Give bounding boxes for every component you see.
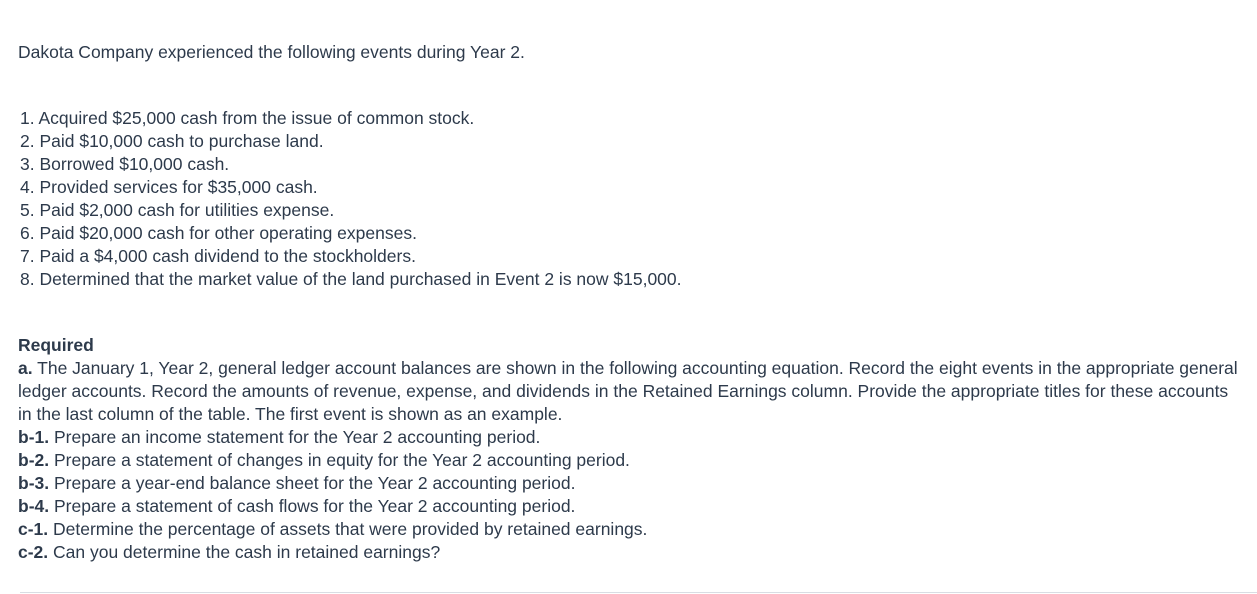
required-section (18, 334, 1238, 564)
event-item-8: 8. Determined that the market value of the land purchased in Event 2 is now $15,000. (20, 269, 682, 289)
requirement-c1 (18, 518, 1238, 541)
requirement-text: Prepare a statement of cash flows for the Year 2 accounting period. (49, 496, 576, 516)
event-item-5: 5. Paid $2,000 cash for utilities expense. (20, 200, 335, 220)
event-item-3: 3. Borrowed $10,000 cash. (20, 154, 230, 174)
requirement-text: Determine the percentage of assets that were provided by retained earnings. (48, 519, 648, 539)
requirement-b2 (18, 449, 1238, 472)
events-list (20, 107, 682, 291)
event-item-6: 6. Paid $20,000 cash for other operating expenses. (20, 223, 417, 243)
requirement-label: b-2. (18, 450, 50, 470)
requirement-c2 (18, 541, 1238, 564)
event-item-7: 7. Paid a $4,000 cash dividend to the stockholders. (20, 246, 416, 266)
event-item-1: 1. Acquired $25,000 cash from the issue of common stock. (20, 108, 475, 128)
required-heading: Required (18, 335, 94, 355)
requirement-label: b-3. (18, 473, 50, 493)
requirement-label: b-4. (18, 496, 50, 516)
requirement-text: The January 1, Year 2, general ledger account balances are shown in the following accounting equation. Record the eight events in the appropriate general ledger accounts. Record the amounts of revenue, expense, and dividends in the Retained Earnings column. Provide the appropriate titles for these accounts in the last column of the table. The first event is shown as an example. (18, 358, 1238, 424)
event-item-4: 4. Provided services for $35,000 cash. (20, 177, 318, 197)
requirement-label: c-1. (18, 519, 49, 539)
requirement-b4 (18, 495, 1238, 518)
requirement-label: a. (18, 358, 33, 378)
bottom-divider (20, 592, 1257, 593)
requirement-label: b-1. (18, 427, 50, 447)
requirement-b1 (18, 426, 1238, 449)
requirement-text: Prepare an income statement for the Year 2 accounting period. (49, 427, 541, 447)
requirement-text: Prepare a statement of changes in equity for the Year 2 accounting period. (49, 450, 630, 470)
intro-text: Dakota Company experienced the following events during Year 2. (18, 42, 525, 62)
requirement-text: Can you determine the cash in retained earnings? (48, 542, 441, 562)
requirement-text: Prepare a year-end balance sheet for the Year 2 accounting period. (49, 473, 576, 493)
requirement-b3 (18, 472, 1238, 495)
event-item-2: 2. Paid $10,000 cash to purchase land. (20, 131, 324, 151)
requirement-label: c-2. (18, 542, 49, 562)
requirement-a (18, 357, 1238, 426)
